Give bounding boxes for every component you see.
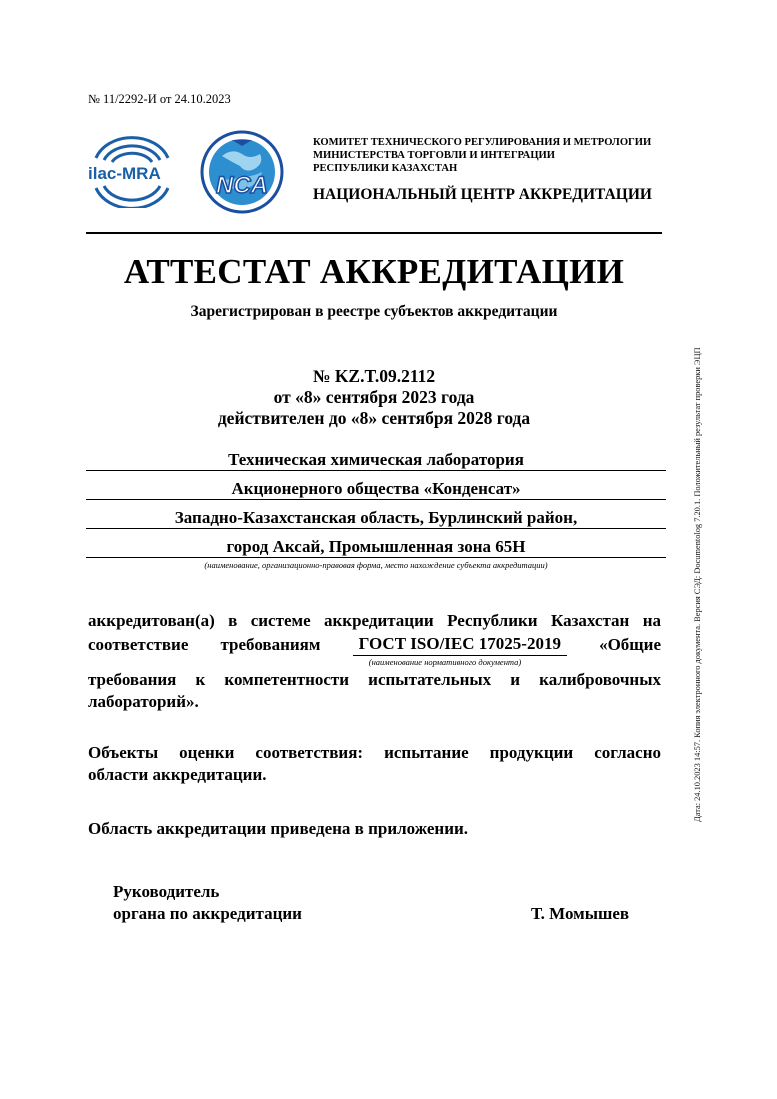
- word-conformity: соответствие: [88, 635, 189, 654]
- subject-line-4: город Аксай, Промышленная зона 65Н: [86, 537, 666, 558]
- committee-line-2: МИНИСТЕРСТВА ТОРГОВЛИ И ИНТЕГРАЦИИ: [313, 150, 556, 161]
- scope-note: Область аккредитации приведена в приложении.: [88, 819, 469, 838]
- electronic-document-stamp: Дата: 24.10.2023 14:57. Копия электронного документа. Версия СЭД: Documentolog 7.20.1. Положительный результат проверки ЭЦП: [693, 347, 702, 822]
- certificate-number: № KZ.T.09.2112: [312, 366, 436, 386]
- document-subtitle: Зарегистрирован в реестре субъектов аккредитации: [190, 303, 558, 320]
- ilac-logo-text: ilac-MRA: [88, 164, 161, 183]
- accreditation-line-3: требования к компетентности испытательных и калибровочных: [88, 670, 661, 689]
- subject-line-1: Техническая химическая лаборатория: [86, 450, 666, 471]
- ilac-mra-logo: [86, 130, 178, 208]
- nca-logo: [192, 128, 292, 218]
- signatory-name: Т. Момышев: [531, 904, 630, 923]
- subject-caption: (наименование, организационно-правовая форма, место нахождение субъекта аккредитации): [204, 560, 548, 570]
- subject-line-2: Акционерного общества «Конденсат»: [86, 479, 666, 500]
- standard-caption: (наименование нормативного документа): [368, 657, 522, 667]
- registration-number: № 11/2292-И от 24.10.2023: [88, 92, 231, 106]
- certificate-issue-date: от «8» сентября 2023 года: [273, 387, 475, 407]
- nca-logo-text: NCA: [216, 172, 268, 199]
- subject-line-3: Западно-Казахстанская область, Бурлинский район,: [86, 508, 666, 529]
- accreditation-center-name: НАЦИОНАЛЬНЫЙ ЦЕНТР АККРЕДИТАЦИИ: [313, 186, 652, 203]
- document-title: АТТЕСТАТ АККРЕДИТАЦИИ: [123, 252, 625, 291]
- certificate-valid-until: действителен до «8» сентября 2028 года: [217, 408, 531, 428]
- accreditation-line-2: [88, 633, 661, 656]
- accreditation-line-1: аккредитован(а) в системе аккредитации Республики Казахстан на: [88, 611, 661, 630]
- committee-line-1: КОМИТЕТ ТЕХНИЧЕСКОГО РЕГУЛИРОВАНИЯ И МЕТРОЛОГИИ: [313, 137, 652, 148]
- standard-name: ГОСТ ISO/IEC 17025-2019: [353, 633, 567, 656]
- objects-line-1: Объекты оценки соответствия: испытание продукции согласно: [88, 743, 661, 762]
- header-divider: [86, 232, 662, 234]
- certificate-details: [86, 366, 662, 429]
- signatory-role-line-2: органа по аккредитации: [113, 904, 302, 923]
- word-general: «Общие: [599, 635, 661, 654]
- word-requirements: требованиям: [220, 635, 321, 654]
- committee-name: [313, 136, 651, 175]
- accreditation-line-4: лабораторий».: [88, 692, 199, 711]
- committee-line-3: РЕСПУБЛИКИ КАЗАХСТАН: [313, 163, 458, 174]
- objects-line-2: области аккредитации.: [88, 765, 267, 784]
- signatory-role-line-1: Руководитель: [113, 882, 220, 901]
